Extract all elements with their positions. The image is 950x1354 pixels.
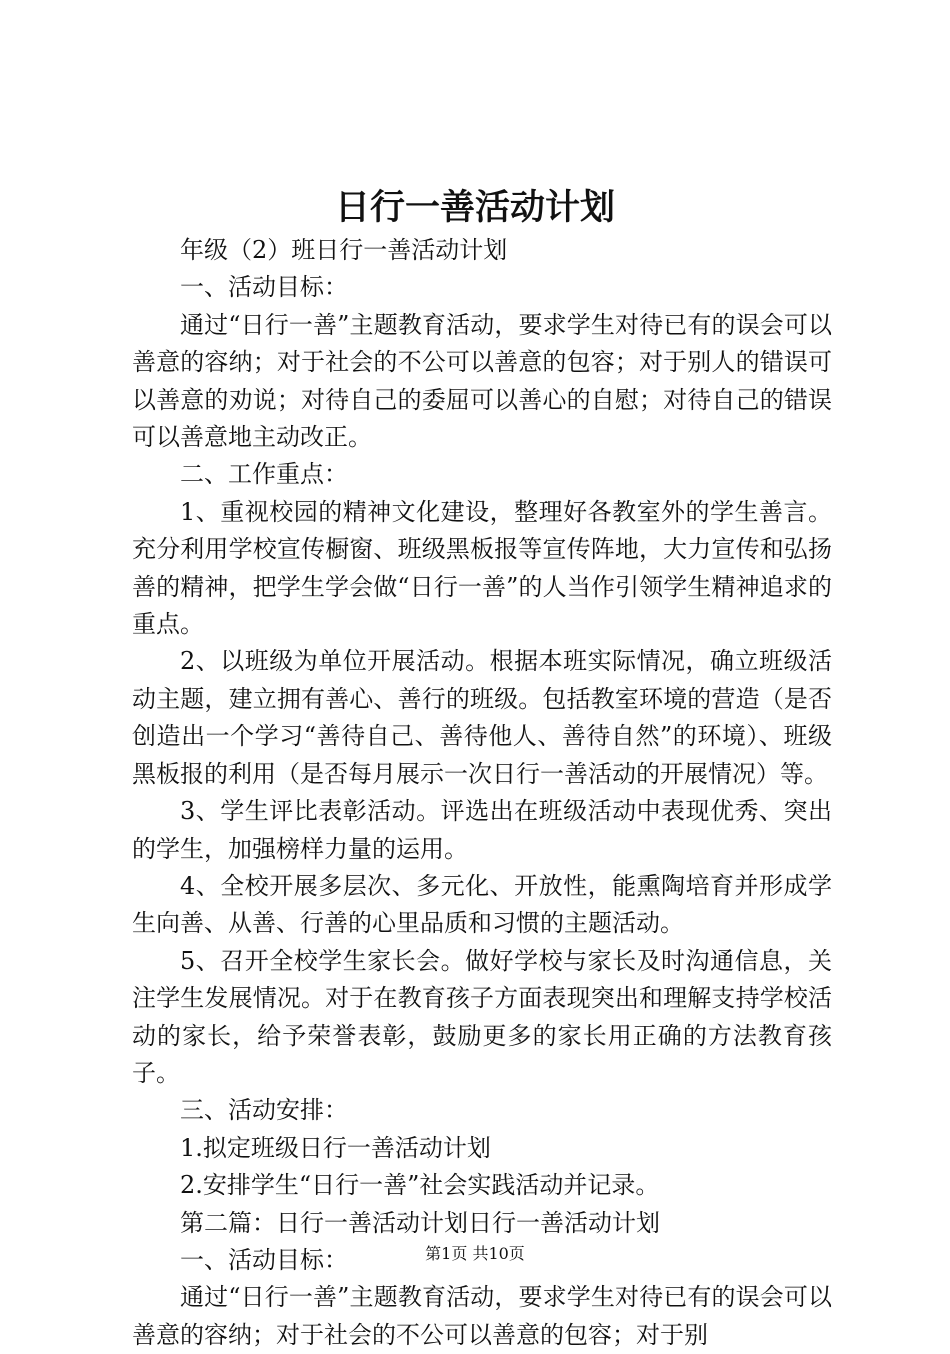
paragraph-focus-4: 4、全校开展多层次、多元化、开放性，能熏陶培育并形成学生向善、从善、行善的心里品质和习惯的主题活动。 [132, 871, 832, 938]
paragraph-second-section-goal: 一、活动目标： [180, 1245, 348, 1274]
page-footer: 第1页 共10页 [425, 1244, 525, 1263]
paragraph-second-goal-text: 通过“日行一善”主题教育活动，要求学生对待已有的误会可以善意的容纳；对于社会的不公可以善意的包容；对于别 [132, 1283, 832, 1349]
paragraph-focus-2: 2、以班级为单位开展活动。根据本班实际情况，确立班级活动主题，建立拥有善心、善行的班级。包括教室环境的营造（是否创造出一个学习“善待自己、善待他人、善待自然”的环境）、班级黑板报的利用（是否每月展示一次日行一善活动的开展情况）等。 [132, 647, 832, 788]
paragraph-section-arrangement: 三、活动安排： [180, 1096, 348, 1125]
paragraph-class-heading: 年级（2）班日行一善活动计划 [180, 236, 508, 264]
document-title: 日行一善活动计划 [334, 188, 615, 228]
paragraph-focus-3: 3、学生评比表彰活动。评选出在班级活动中表现优秀、突出的学生，加强榜样力量的运用。 [132, 797, 832, 863]
paragraph-arrangement-2: 2.安排学生“日行一善”社会实践活动并记录。 [180, 1171, 660, 1200]
paragraph-goal-text: 通过“日行一善”主题教育活动，要求学生对待已有的误会可以善意的容纳；对于社会的不公可以善意的包容；对于别人的错误可以善意的劝说；对待自己的委屈可以善心的自慰；对待自己的错误可以善意地主动改正。 [132, 310, 832, 452]
paragraph-section-focus: 二、工作重点： [180, 460, 348, 489]
paragraph-section-goal: 一、活动目标： [180, 273, 348, 302]
paragraph-arrangement-1: 1.拟定班级日行一善活动计划 [180, 1133, 491, 1162]
paragraph-focus-5: 5、召开全校学生家长会。做好学校与家长及时沟通信息，关注学生发展情况。对于在教育孩子方面表现突出和理解支持学校活动的家长，给予荣誉表彰，鼓励更多的家长用正确的方法教育孩子。 [132, 946, 832, 1087]
paragraph-focus-1: 1、重视校园的精神文化建设，整理好各教室外的学生善言。充分利用学校宣传橱窗、班级黑板报等宣传阵地，大力宣传和弘扬善的精神，把学生学会做“日行一善”的人当作引领学生精神追求的重点。 [132, 497, 832, 639]
document-body [132, 232, 832, 1354]
paragraph-second-article-heading: 第二篇：日行一善活动计划日行一善活动计划 [180, 1208, 660, 1237]
